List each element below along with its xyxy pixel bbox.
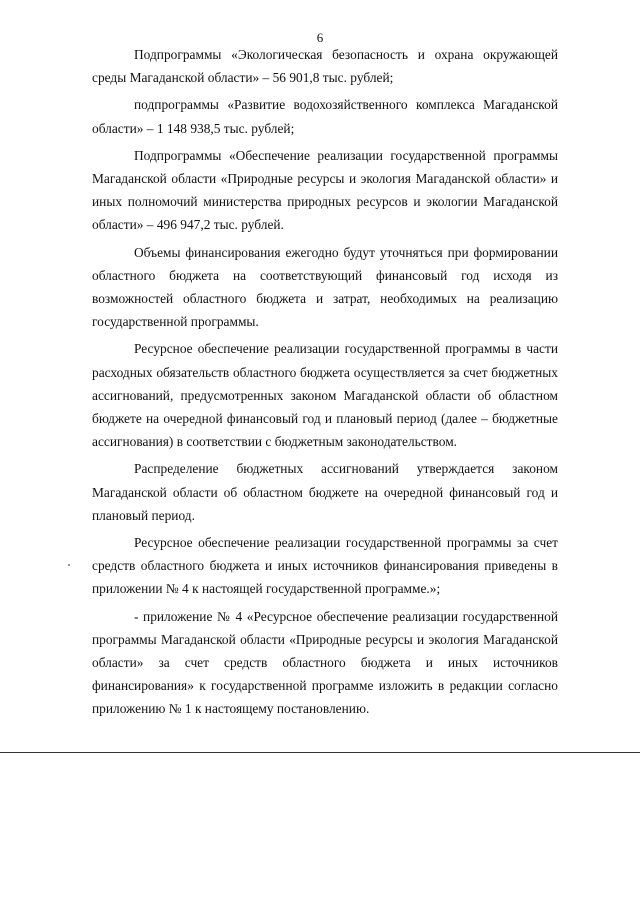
document-body xyxy=(92,43,558,725)
paragraph-subprogram-water: подпрограммы «Развитие водохозяйственного комплекса Магаданской области» – 1 148 938,5 тыс. рублей; xyxy=(92,97,558,136)
paragraph-funding-volumes: Объемы финансирования ежегодно будут уточняться при формировании областного бюджета на соответствующий финансовый год исходя из возможностей областного бюджета и затрат, необходимых на реализацию государственной программы. xyxy=(92,244,558,330)
page-number: 6 xyxy=(316,30,324,45)
paragraph-subprogram-support: Подпрограммы «Обеспечение реализации государственной программы Магаданской области «Природные ресурсы и экология Магаданской области» и иных полномочий министерства природных ресурсов и экологии Магаданской области» – 496 947,2 тыс. рублей. xyxy=(92,147,558,233)
paragraph-resource-provision: Ресурсное обеспечение реализации государственной программы в части расходных обязательств областного бюджета осуществляется за счет бюджетных ассигнований, предусмотренных законом Магаданской области об областном бюджете на очередной финансовый год и плановый период (далее – бюджетные ассигнования) в соответствии с бюджетным законодательством. xyxy=(92,341,558,450)
paragraph-appendix-4-amendment: - приложение № 4 «Ресурсное обеспечение реализации государственной программы Магаданской области «Природные ресурсы и экология Магаданской области» за счет средств областного бюджета и иных источников финансирования» к государственной программе изложить в редакции согласно приложению № 1 к настоящему постановлению. xyxy=(92,608,558,717)
paragraph-subprogram-ecology: Подпрограммы «Экологическая безопасность и охрана окружающей среды Магаданской области» – 56 901,8 тыс. рублей; xyxy=(92,47,558,86)
paragraph-appendix-reference: Ресурсное обеспечение реализации государственной программы за счет средств областного бюджета и иных источников финансирования приведены в приложении № 4 к настоящей государственной программе.»; xyxy=(92,535,558,597)
paragraph-allocation: Распределение бюджетных ассигнований утверждается законом Магаданской области об областном бюджете на очередной финансовый год и плановый период. xyxy=(92,461,558,523)
scan-speck xyxy=(68,564,70,566)
footer-divider xyxy=(0,752,640,753)
